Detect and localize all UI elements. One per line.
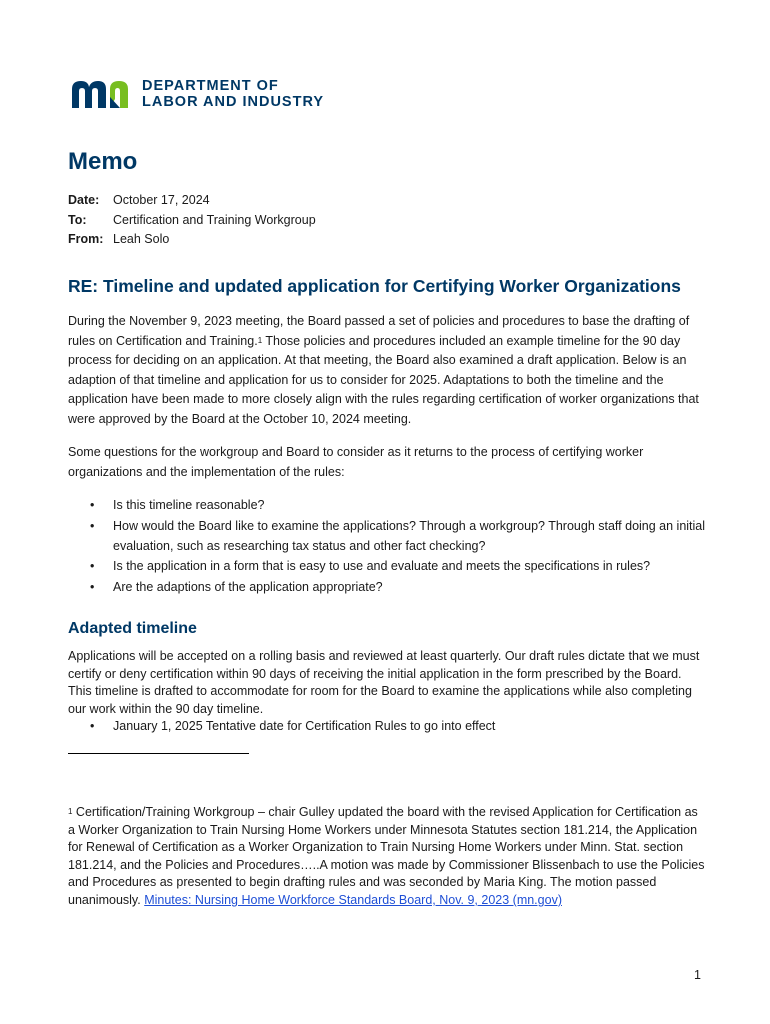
question-text: Is the application in a form that is easy to use and evaluate and meets the specifications in rules? <box>113 559 651 573</box>
list-item <box>68 516 708 556</box>
adapted-timeline-heading: Adapted timeline <box>68 620 197 637</box>
bullet-icon: • <box>90 559 95 573</box>
footnote-text: Certification/Training Workgroup – chair Gulley updated the board with the revised Application for Certification as a Worker Organization to Train Nursing Home Workers under Minnesota Statutes section 181.214, the Application for Renewal of Certification as a Worker Organization to Train Nursing Home Workers under Minn. Stat. section 181.214, and the Policies and Procedures…..A motion was made by Commissioner Blissenbach to use the Policies and Procedures as presented to begin drafting rules and was seconded by Maria King. The motion passed unanimously. <box>68 805 705 907</box>
footnote-number: 1 <box>68 807 73 816</box>
logo-line-2: LABOR AND INDUSTRY <box>142 94 325 110</box>
logo-text <box>142 78 324 110</box>
meta-row-date <box>68 193 316 213</box>
questions-intro-paragraph: Some questions for the workgroup and Board to consider as it returns to the process of certifying worker organizations and the implementation of the rules: <box>68 445 644 479</box>
footnote <box>68 804 708 910</box>
meta-label: From: <box>68 232 104 246</box>
meta-row-from <box>68 232 316 252</box>
logo-line-1: DEPARTMENT OF <box>142 78 279 94</box>
questions-list <box>68 495 708 597</box>
minutes-link[interactable]: Minutes: Nursing Home Workforce Standards Board, Nov. 9, 2023 (mn.gov) <box>144 892 562 907</box>
mn-logo-icon <box>70 79 134 109</box>
bullet-icon: • <box>90 518 95 533</box>
meta-value: October 17, 2024 <box>113 193 210 207</box>
question-text: Are the adaptions of the application appropriate? <box>113 579 383 594</box>
list-item <box>68 556 708 576</box>
bullet-icon: • <box>90 719 95 733</box>
dli-logo <box>70 78 324 110</box>
meta-value: Certification and Training Workgroup <box>113 212 316 227</box>
bullet-icon: • <box>90 498 95 512</box>
memo-meta <box>68 193 316 252</box>
question-text: Is this timeline reasonable? <box>113 498 265 512</box>
meta-label: Date: <box>68 193 100 207</box>
intro-paragraph <box>68 312 708 430</box>
re-heading: RE: Timeline and updated application for Certifying Worker Organizations <box>68 276 681 296</box>
meta-value: Leah Solo <box>113 232 170 246</box>
meta-row-to <box>68 213 316 233</box>
list-item <box>68 577 708 597</box>
question-text: How would the Board like to examine the applications? Through a workgroup? Through staff doing an initial evaluation, such as researching tax status and other fact checking? <box>113 518 706 553</box>
adapted-timeline-paragraph: Applications will be accepted on a rolling basis and reviewed at least quarterly. Our draft rules dictate that we must certify or deny certification within 90 days of receiving the initial application in the form prescribed by the Board. This timeline is drafted to accommodate for room for the Board to examine the applications while also completing our work within the 90 day timeline. <box>68 649 700 716</box>
memo-title: Memo <box>68 148 138 175</box>
intro-text-b: Those policies and procedures included an example timeline for the 90 day process for deciding on an application. At that meeting, the Board also examined a draft application. Below is an adaption of that timeline and application for us to consider for 2025. Adaptations to both the timeline and the application have been made to more closely align with the rules regarding certification of worker organizations that were approved by the Board at the October 10, 2024 meeting. <box>68 333 699 426</box>
footnote-separator <box>68 753 249 754</box>
list-item <box>68 495 708 515</box>
timeline-item-text: January 1, 2025 Tentative date for Certification Rules to go into effect <box>113 719 496 733</box>
page-number: 1 <box>694 968 701 982</box>
meta-label: To: <box>68 212 87 227</box>
intro-text-a: During the November 9, 2023 meeting, the Board passed a set of policies and procedures to base the drafting of rules on Certification and Training. <box>68 314 690 348</box>
footnote-ref[interactable]: 1 <box>257 335 263 345</box>
bullet-icon: • <box>90 579 95 594</box>
